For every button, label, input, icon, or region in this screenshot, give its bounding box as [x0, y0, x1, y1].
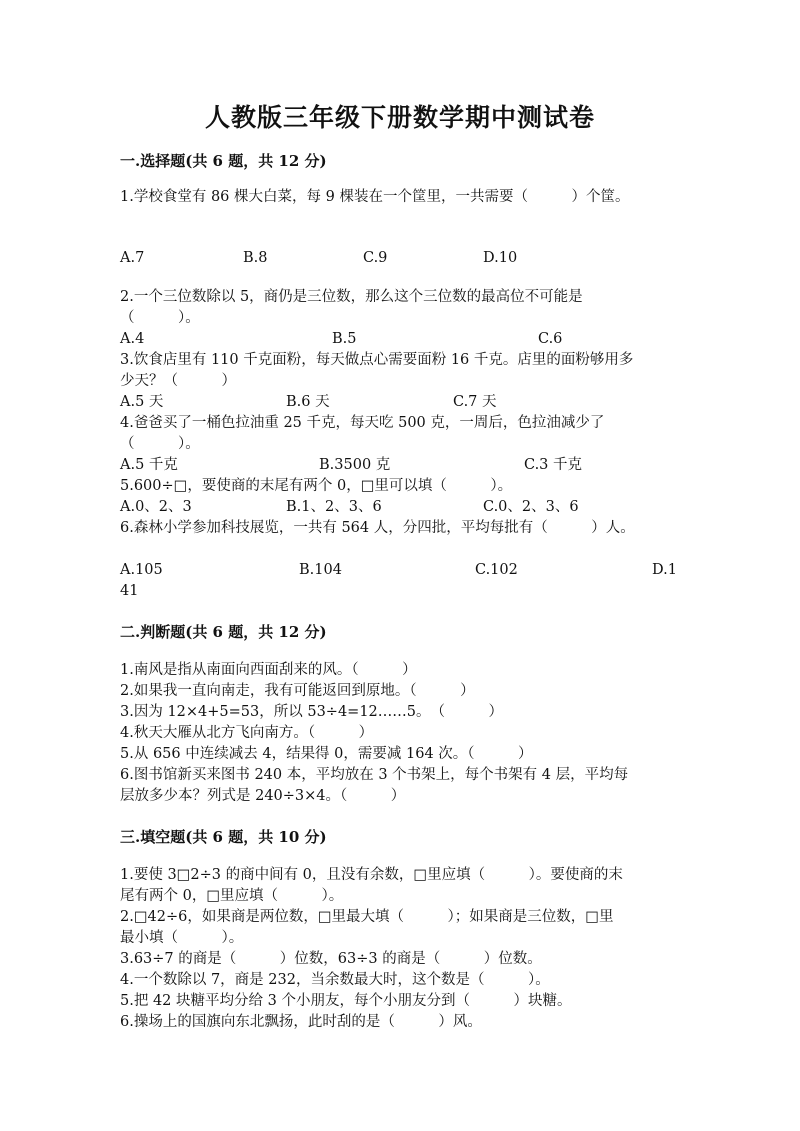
option: B.6 天 [286, 394, 330, 410]
option: C.9 [363, 250, 388, 266]
option-row [120, 454, 680, 476]
option: A.105 [120, 562, 163, 578]
question-text: 3.饮食店里有 110 千克面粉，每天做点心需要面粉 16 千克。店里的面粉够用多 [120, 352, 634, 368]
option: B.8 [243, 250, 268, 266]
list-item: 4.秋天大雁从北方飞向南方。（ ） [120, 725, 374, 741]
question-text: 2.一个三位数除以 5，商仍是三位数，那么这个三位数的最高位不可能是 [120, 289, 583, 305]
option-row [120, 559, 680, 581]
list-item: 3.63÷7 的商是（ ）位数，63÷3 的商是（ ）位数。 [120, 951, 542, 967]
list-item: 层放多少本？列式是 240÷3×4。（ ） [120, 788, 406, 804]
question-text: 少天？（ ） [120, 373, 236, 389]
option: A.5 天 [120, 394, 164, 410]
option: D.1 [652, 562, 677, 578]
option-row [120, 391, 680, 413]
list-item: 2.□42÷6，如果商是两位数，□里最大填（ ）；如果商是三位数，□里 [120, 909, 614, 925]
list-item: 尾有两个 0，□里应填（ ）。 [120, 888, 344, 904]
option-row [120, 328, 680, 350]
option: C.102 [475, 562, 518, 578]
list-item: 5.把 42 块糖平均分给 3 个小朋友，每个小朋友分到（ ）块糖。 [120, 993, 572, 1009]
question-text: （ ）。 [120, 436, 200, 452]
list-item: 1.南风是指从南面向西面刮来的风。（ ） [120, 662, 417, 678]
option: C.0、2、3、6 [483, 499, 579, 515]
option-row [120, 247, 680, 269]
option-row [120, 496, 680, 518]
list-item: 最小填（ ）。 [120, 930, 244, 946]
section-heading-judge: 二.判断题(共 6 题，共 12 分) [120, 623, 327, 641]
option: A.5 千克 [120, 457, 178, 473]
list-item: 2.如果我一直向南走，我有可能返回到原地。（ ） [120, 683, 475, 699]
option: B.104 [299, 562, 342, 578]
section-heading-choice: 一.选择题(共 6 题，共 12 分) [120, 152, 327, 170]
question-text: 1.学校食堂有 86 棵大白菜，每 9 棵装在一个筐里，一共需要（ ）个筐。 [120, 189, 630, 205]
option-wrap-text: 41 [120, 583, 139, 599]
option: B.1、2、3、6 [286, 499, 382, 515]
option: C.7 天 [453, 394, 497, 410]
section-heading-fill: 三.填空题(共 6 题，共 10 分) [120, 828, 327, 846]
question-text: 5.600÷□，要使商的末尾有两个 0，□里可以填（ ）。 [120, 478, 513, 494]
list-item: 6.图书馆新买来图书 240 本，平均放在 3 个书架上，每个书架有 4 层，平均每 [120, 767, 629, 783]
option: A.7 [120, 250, 145, 266]
option: B.5 [332, 331, 357, 347]
option: D.10 [483, 250, 518, 266]
list-item: 5.从 656 中连续减去 4，结果得 0，需要减 164 次。（ ） [120, 746, 533, 762]
option: C.3 千克 [524, 457, 583, 473]
question-text: 4.爸爸买了一桶色拉油重 25 千克，每天吃 500 克，一周后，色拉油减少了 [120, 415, 605, 431]
page-title: 人教版三年级下册数学期中测试卷 [204, 103, 595, 132]
question-text: 6.森林小学参加科技展览，一共有 564 人，分四批，平均每批有（ ）人。 [120, 520, 635, 536]
list-item: 1.要使 3□2÷3 的商中间有 0，且没有余数，□里应填（ ）。要使商的末 [120, 867, 623, 883]
option: A.0、2、3 [120, 499, 192, 515]
list-item: 3.因为 12×4+5=53，所以 53÷4=12……5。 （ ） [120, 704, 504, 720]
option: A.4 [120, 331, 145, 347]
list-item: 4.一个数除以 7，商是 232，当余数最大时，这个数是（ ）。 [120, 972, 550, 988]
option: B.3500 克 [319, 457, 391, 473]
list-item: 6.操场上的国旗向东北飘扬，此时刮的是（ ）风。 [120, 1014, 482, 1030]
option: C.6 [538, 331, 563, 347]
question-text: （ ）。 [120, 310, 200, 326]
